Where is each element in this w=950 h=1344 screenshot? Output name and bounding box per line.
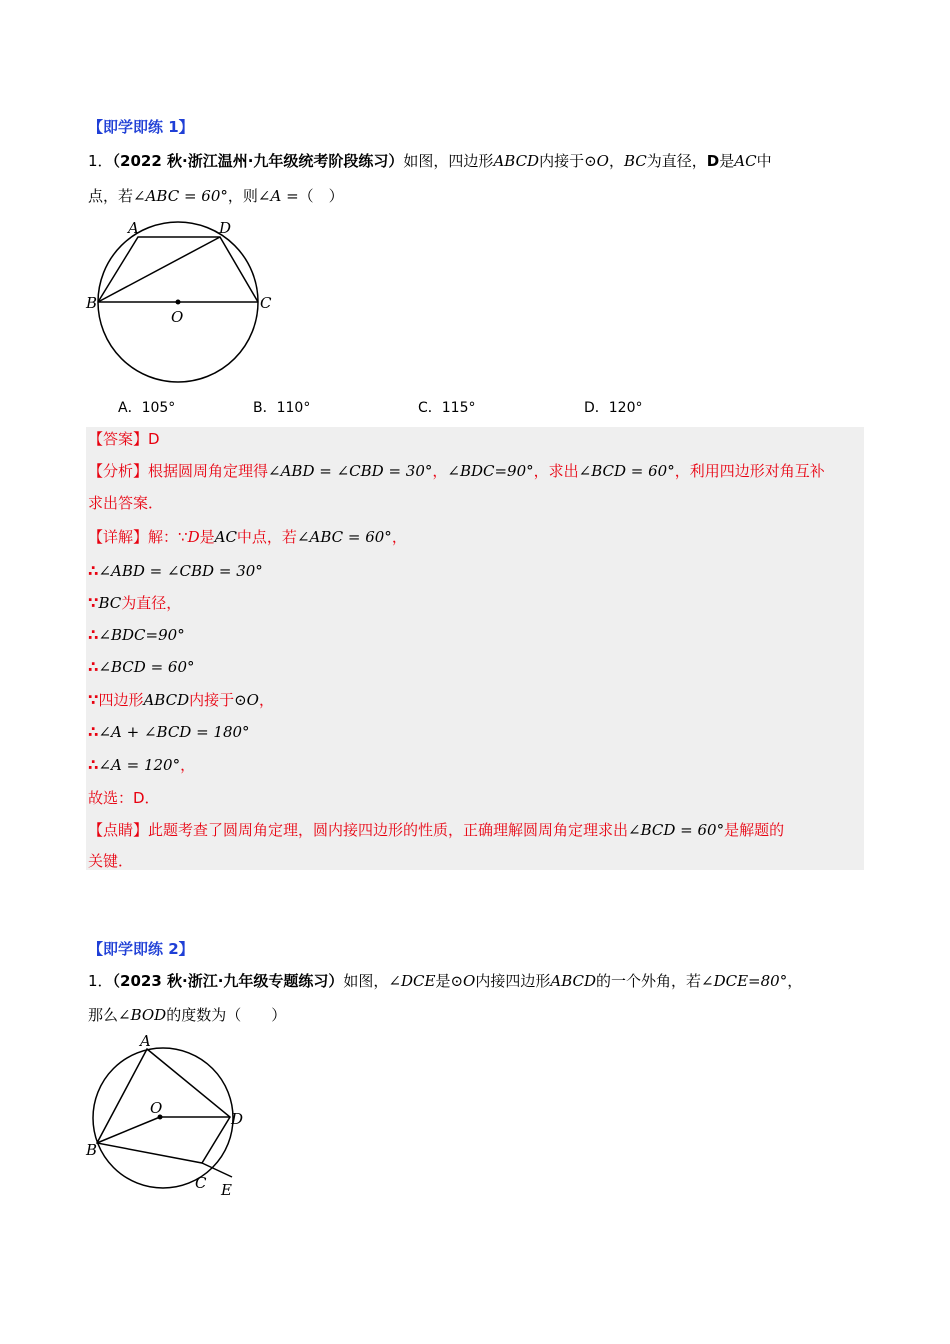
comment-tag: 【点睛】 (88, 821, 149, 839)
extension-ce (202, 1163, 232, 1177)
step-7: ∴∠A = 120°， (88, 756, 196, 774)
step-4: ∴∠BCD = 60° (88, 658, 195, 676)
label-a: A (128, 219, 139, 237)
analysis-line2: 求出答案． (88, 494, 164, 512)
arc-ac: AC (734, 152, 757, 170)
quadrilateral-abcd (98, 237, 258, 302)
comment-line2: 关键． (88, 852, 134, 870)
label-d: D (219, 219, 232, 237)
step-3: ∴∠BDC=90° (88, 626, 185, 644)
question2-line1: 1．（2023 秋·浙江·九年级专题练习）如图，∠DCE是⊙O内接四边形ABCD的一个外角，若∠DCE=80°， (88, 972, 803, 990)
answer-value: D (148, 430, 160, 448)
detail-tag: 【详解】 (88, 528, 149, 546)
question1-line2: 点，若∠ABC = 60°，则∠A =（ ） (88, 187, 344, 205)
option-c[interactable]: C．115° (418, 400, 476, 416)
label-d: D (231, 1110, 244, 1128)
question-number: 1． (88, 972, 113, 990)
step-1: ∴∠ABD = ∠CBD = 30° (88, 562, 263, 580)
label-b: B (86, 294, 98, 312)
label-o: O (171, 308, 184, 326)
figure-1-circle-quadrilateral (82, 215, 282, 390)
section1-header: 【即学即练 1】 (88, 118, 194, 136)
label-c: C (260, 294, 272, 312)
step-2: ∵BC为直径， (88, 594, 182, 612)
chord-bd (98, 237, 220, 302)
question-source: （2023 秋·浙江·九年级专题练习） (112, 972, 344, 990)
analysis-line1: 【分析】根据圆周角定理得∠ABD = ∠CBD = 30°，∠BDC=90°，求出∠BCD = 60°，利用四边形对角互补 (88, 462, 825, 480)
option-d[interactable]: D．120° (584, 400, 643, 416)
question-source: （2022 秋·浙江温州·九年级统考阶段练习） (112, 152, 404, 170)
figure-2-circle-quadrilateral (82, 1035, 262, 1205)
center-point (176, 300, 181, 305)
label-c: C (195, 1174, 207, 1192)
analysis-tag: 【分析】 (88, 462, 149, 480)
answer-tag: 【答案】 (88, 430, 149, 448)
answer-panel (86, 427, 864, 870)
question-number: 1． (88, 152, 113, 170)
label-b: B (86, 1141, 98, 1159)
comment-line1: 【点睛】此题考查了圆周角定理，圆内接四边形的性质，正确理解圆周角定理求出∠BCD = 60°是解题的 (88, 821, 785, 839)
detail-line: 【详解】解：∵D是AC中点，若∠ABC = 60°， (88, 528, 407, 546)
label-a: A (140, 1035, 151, 1050)
step-5: ∵四边形ABCD内接于⊙O， (88, 691, 274, 709)
option-b[interactable]: B．110° (253, 400, 311, 416)
label-o: O (150, 1099, 163, 1117)
question1-line1: 1．（2022 秋·浙江温州·九年级统考阶段练习）如图，四边形ABCD内接于⊙O，BC为直径，D是AC中 (88, 152, 772, 170)
section2-header: 【即学即练 2】 (88, 940, 194, 958)
choose-line: 故选：D． (88, 789, 160, 807)
label-e: E (221, 1181, 232, 1199)
step-6: ∴∠A + ∠BCD = 180° (88, 723, 250, 741)
answer-line (88, 428, 160, 450)
option-a[interactable]: A．105° (118, 400, 176, 416)
question2-line2: 那么∠BOD的度数为（ ） (88, 1006, 287, 1024)
segment-ob (97, 1117, 160, 1143)
